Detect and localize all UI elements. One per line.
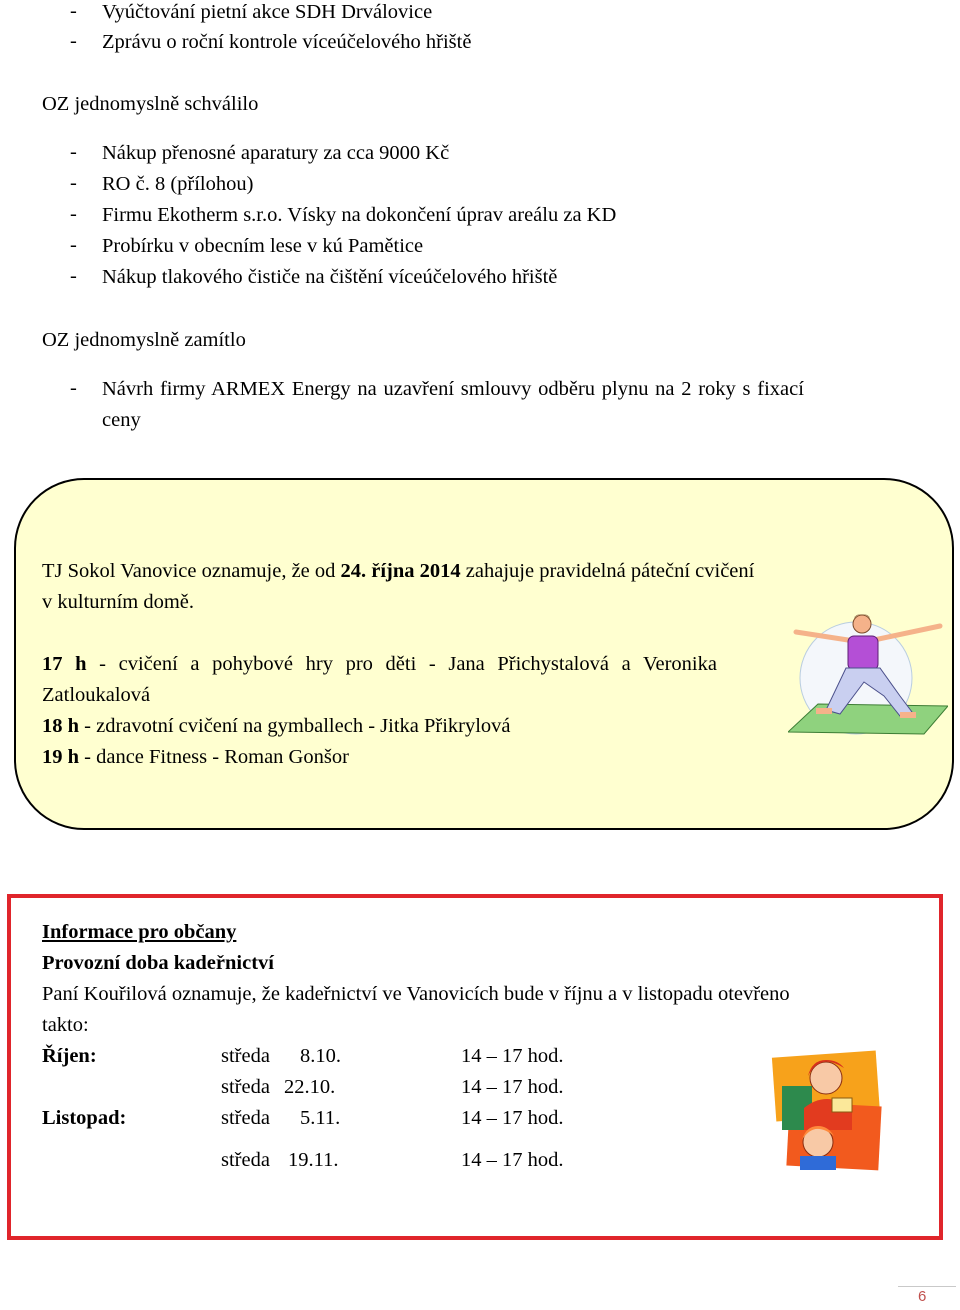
schedule-text: - zdravotní cvičení na gymballech - Jitka Přikrylová [84,715,511,737]
list-dash: - [70,172,77,194]
schedule-text: - cvičení a pohybové hry pro děti - Jana Přichystalová a Veronika [99,653,717,675]
date-label: 8.10. [300,1045,341,1067]
page-number: 6 [918,1288,927,1305]
day-label: středa [221,1076,270,1098]
sokol-intro-text: TJ Sokol Vanovice oznamuje, že od [42,560,341,582]
list-dash: - [70,265,77,287]
schedule-time: 19 h [42,746,80,768]
list-dash: - [70,203,77,225]
day-label: středa [221,1107,270,1129]
schedule-time: 18 h [42,715,80,737]
schedule-row [42,714,511,738]
hours-label: 14 – 17 hod. [461,1149,564,1171]
info-title: Informace pro občany [42,921,237,943]
list-dash: - [70,234,77,256]
list-item: Firmu Ekotherm s.r.o. Vísky na dokončení úprav areálu za KD [102,204,617,226]
list-item: Probírku v obecním lese v kú Pamětice [102,235,424,257]
date-label: 5.11. [300,1107,341,1129]
schedule-time: 17 h [42,653,87,675]
list-dash: - [70,0,77,22]
date-label: 19.11. [288,1149,339,1171]
list-dash: - [70,141,77,163]
list-dash: - [70,30,77,52]
hours-label: 14 – 17 hod. [461,1045,564,1067]
approved-heading: OZ jednomyslně schválilo [42,93,259,115]
list-item-continuation: ceny [102,409,141,431]
info-text: Paní Kouřilová oznamuje, že kadeřnictví ve Vanovicích bude v říjnu a v listopadu otevřeno [42,983,790,1005]
hairdresser-clipart-icon [770,1046,888,1174]
list-item: Nákup přenosné aparatury za cca 9000 Kč [102,142,450,164]
list-item: RO č. 8 (přílohou) [102,173,254,195]
schedule-row [42,652,717,676]
list-item: Návrh firmy ARMEX Energy na uzavření smlouvy odběru plynu na 2 roky s fixací [102,378,804,400]
schedule-text: - dance Fitness - Roman Gonšor [84,746,349,768]
hours-label: 14 – 17 hod. [461,1107,564,1129]
sokol-intro [42,559,754,583]
sokol-start-date: 24. října 2014 [340,560,461,582]
rejected-heading: OZ jednomyslně zamítlo [42,329,246,351]
hours-label: 14 – 17 hod. [461,1076,564,1098]
day-label: středa [221,1045,270,1067]
sokol-intro-text-end: zahajuje pravidelná páteční cvičení [460,560,755,582]
page-number-rule [898,1286,956,1287]
schedule-row [42,745,349,769]
date-label: 22.10. [284,1076,336,1098]
list-item: Nákup tlakového čističe na čištění víceúčelového hřiště [102,266,558,288]
day-label: středa [221,1149,270,1171]
month-label: Listopad: [42,1107,127,1129]
list-dash: - [70,377,77,399]
yoga-woman-clipart-icon [788,612,948,736]
list-item: Zprávu o roční kontrole víceúčelového hřiště [102,31,472,53]
schedule-row-continuation: Zatloukalová [42,684,151,706]
sokol-intro-line2: v kulturním domě. [42,591,195,613]
list-item: Vyúčtování pietní akce SDH Drválovice [102,1,433,23]
month-label: Říjen: [42,1045,97,1067]
info-text-line2: takto: [42,1014,89,1036]
info-subtitle: Provozní doba kadeřnictví [42,952,274,974]
